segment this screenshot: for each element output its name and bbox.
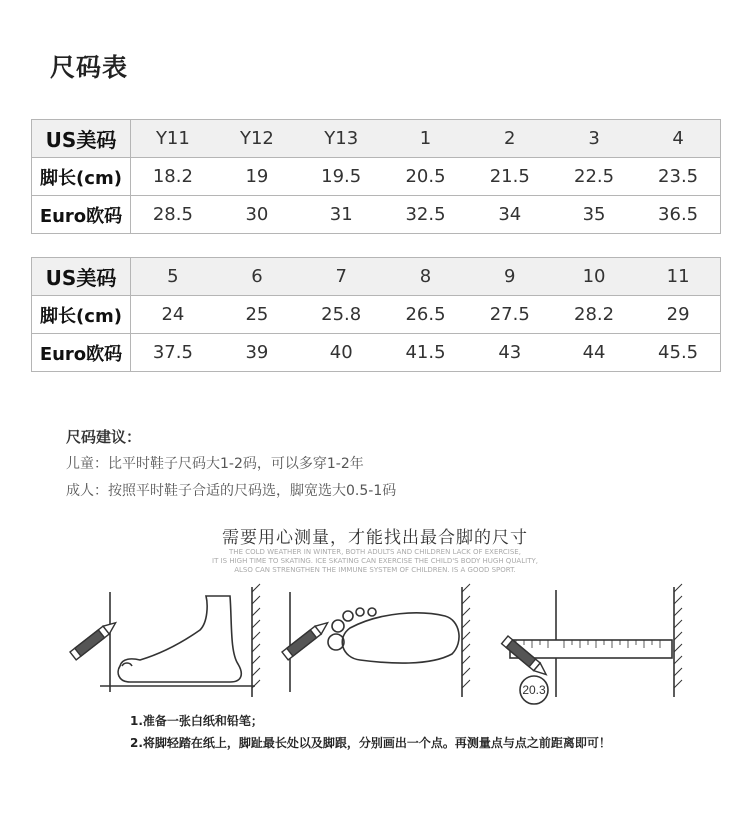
- measuring-illustration: [60, 582, 700, 712]
- table-cell: 20.5: [383, 158, 467, 196]
- table-cell: 9: [468, 258, 552, 296]
- table-row-us-size: [32, 258, 721, 296]
- table-cell: 7: [299, 258, 383, 296]
- table-cell: 11: [636, 258, 720, 296]
- table-cell: 44: [552, 334, 636, 372]
- table-cell: 26.5: [383, 296, 467, 334]
- guide-subtext: IT IS HIGH TIME TO SKATING. ICE SKATING CAN EXERCISE THE CHILD'S BODY HUGH QUALITY,: [212, 557, 538, 565]
- table-cell: 4: [636, 120, 720, 158]
- page-title: 尺码表: [50, 53, 129, 82]
- table-cell: 39: [215, 334, 299, 372]
- table-cell: 21.5: [468, 158, 552, 196]
- table-cell: 18.2: [131, 158, 215, 196]
- table-cell: 34: [468, 196, 552, 234]
- table-cell: 28.2: [552, 296, 636, 334]
- table-cell: 36.5: [636, 196, 720, 234]
- advice-child: 儿童：比平时鞋子尺码大1-2码，可以多穿1-2年: [66, 456, 364, 472]
- table-cell: 19: [215, 158, 299, 196]
- guide-step-2: 2.将脚轻踏在纸上，脚趾最长处以及脚跟，分别画出一个点。再测量点与点之前距离即可！: [130, 736, 611, 750]
- table-cell: Y11: [131, 120, 215, 158]
- table-cell: 37.5: [131, 334, 215, 372]
- size-table-2: [31, 257, 721, 372]
- table-cell: 6: [215, 258, 299, 296]
- table-cell: 30: [215, 196, 299, 234]
- table-cell: 8: [383, 258, 467, 296]
- table-cell: 28.5: [131, 196, 215, 234]
- table-cell: 23.5: [636, 158, 720, 196]
- table-cell: 32.5: [383, 196, 467, 234]
- row-label: 脚长(cm): [32, 296, 131, 334]
- advice-adult: 成人：按照平时鞋子合适的尺码选，脚宽选大0.5-1码: [66, 483, 397, 499]
- table-cell: 31: [299, 196, 383, 234]
- ruler-reading-label: 20.3: [522, 683, 546, 697]
- table-cell: 40: [299, 334, 383, 372]
- guide-subtext: THE COLD WEATHER IN WINTER, BOTH ADULTS AND CHILDREN LACK OF EXERCISE,: [229, 548, 521, 556]
- advice-title: 尺码建议：: [66, 428, 142, 446]
- row-label: Euro欧码: [32, 196, 131, 234]
- table-cell: 45.5: [636, 334, 720, 372]
- table-cell: 29: [636, 296, 720, 334]
- table-row-foot-length: [32, 158, 721, 196]
- table-row-foot-length: [32, 296, 721, 334]
- size-table-1: [31, 119, 721, 234]
- pencil-icon: [70, 619, 119, 660]
- foot-top-view: [290, 584, 470, 697]
- guide-heading: 需要用心测量，才能找出最合脚的尺寸: [222, 528, 528, 548]
- table-cell: 25.8: [299, 296, 383, 334]
- table-cell: 25: [215, 296, 299, 334]
- table-cell: 43: [468, 334, 552, 372]
- table-cell: 2: [468, 120, 552, 158]
- table-cell: 10: [552, 258, 636, 296]
- table-row-euro-size: [32, 334, 721, 372]
- table-cell: 3: [552, 120, 636, 158]
- table-cell: 22.5: [552, 158, 636, 196]
- table-cell: 41.5: [383, 334, 467, 372]
- row-label: US美码: [32, 120, 131, 158]
- table-cell: Y13: [299, 120, 383, 158]
- table-cell: 24: [131, 296, 215, 334]
- foot-side-view: [100, 584, 260, 697]
- guide-step-1: 1.准备一张白纸和铅笔；: [130, 714, 263, 728]
- guide-subtext: ALSO CAN STRENGTHEN THE IMMUNE SYSTEM OF CHILDREN. IS A GOOD SPORT.: [234, 566, 516, 574]
- table-row-us-size: [32, 120, 721, 158]
- table-cell: 35: [552, 196, 636, 234]
- row-label: US美码: [32, 258, 131, 296]
- table-row-euro-size: [32, 196, 721, 234]
- table-cell: 19.5: [299, 158, 383, 196]
- row-label: 脚长(cm): [32, 158, 131, 196]
- row-label: Euro欧码: [32, 334, 131, 372]
- table-cell: 5: [131, 258, 215, 296]
- table-cell: Y12: [215, 120, 299, 158]
- table-cell: 1: [383, 120, 467, 158]
- table-cell: 27.5: [468, 296, 552, 334]
